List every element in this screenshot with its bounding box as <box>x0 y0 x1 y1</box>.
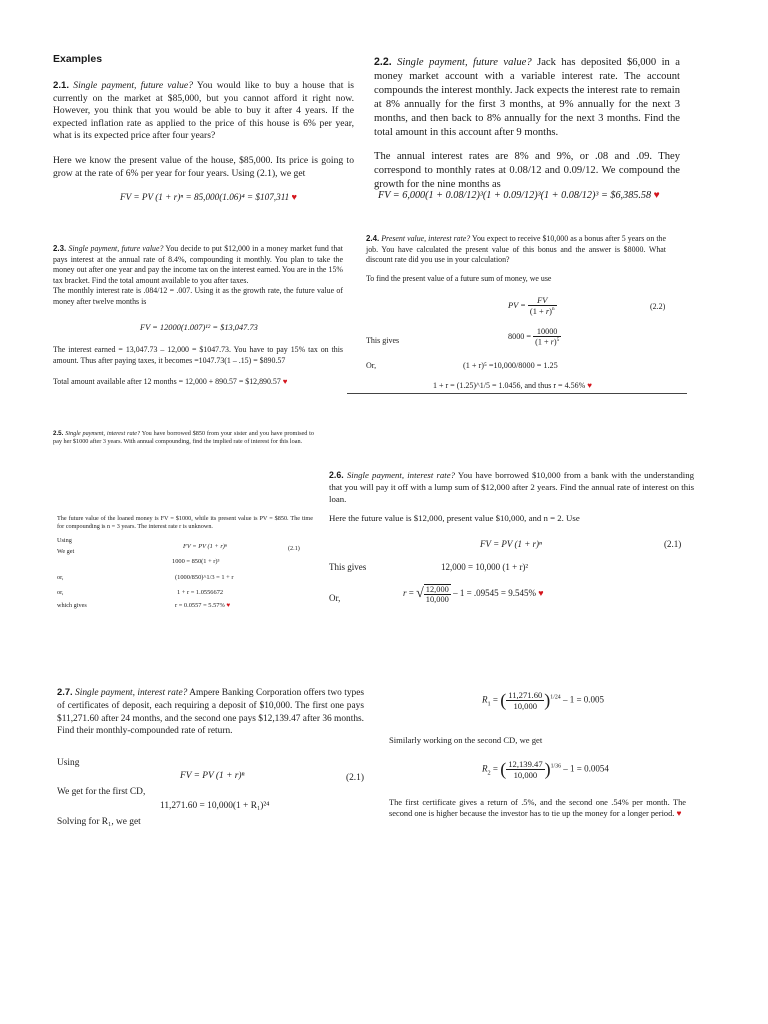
example-2-3 <box>53 244 343 308</box>
example-2-1 <box>53 80 354 180</box>
page-heading: Examples <box>53 53 103 65</box>
example-2-5 <box>53 430 314 446</box>
problem-text: Jack has deposited $6,000 in a money market account with a variable interest rate. The account compounds the interest monthly. Jack expects the interest rate to remain at 8% annually for the first 3 months, at 9% annually for the next 3 months, and then back to 8% annually for the next 3 months. Find the total amount in this account after 9 months. <box>374 57 680 138</box>
example-2-1-equation: FV = PV (1 + r)ⁿ = 85,000(1.06)⁴ = $107,311 ♥ <box>120 192 297 202</box>
example-number: 2.4. <box>366 234 380 243</box>
example-2-4-final: 1 + r = (1.25)^1/5 = 1.0456, and thus r = 4.56% ♥ <box>433 381 592 390</box>
example-2-3-problem <box>53 244 343 286</box>
second-cd-label: Similarly working on the second CD, we get <box>389 735 543 745</box>
equation-number: (2.1) <box>288 545 300 552</box>
example-2-7-problem <box>57 686 364 738</box>
example-title: Present value, interest rate? <box>381 234 471 243</box>
example-2-2-equation: FV = 6,000(1 + 0.08/12)³(1 + 0.09/12)³(1 + 0.08/12)³ = $6,385.58 ♥ <box>378 190 660 201</box>
example-2-3-total: Total amount available after 12 months = 12,000 + 890.57 = $12,890.57 ♥ <box>53 377 288 386</box>
example-number: 2.7. <box>57 686 73 697</box>
example-2-4 <box>366 234 666 284</box>
example-title: Single payment, future value? <box>68 244 164 253</box>
or-label: or, <box>57 574 64 581</box>
example-2-7-r2-equation: $R_2$ = ( $\frac{12,139.47}{10,000}$ )$^{1/36}$ – 1 = 0.0054 <box>482 759 609 780</box>
using-label: Using <box>57 758 80 768</box>
problem-text: You decide to put $12,000 in a money market fund that pays interest at the annual rate of 8.4%, compounding it monthly. You plan to take the money out after one year and pay the income tax on the interest earned. You are in the 15% tax bracket. Find the total amount available to you after taxes. <box>53 244 343 285</box>
problem-text: You expect to receive $10,000 as a bonus after 5 years on the job. You have calculated the present value of this bonus and the answer is $8000. What discount rate did you use in your calculation? <box>366 234 666 265</box>
problem-text: You have borrowed $850 from your sister and you have promised to pay her $1000 after 3 years. With annual compounding, find the implied rate of interest for this loan. <box>53 430 314 446</box>
example-number: 2.3. <box>53 244 67 253</box>
this-gives-label: This gives <box>329 562 367 572</box>
example-title: Single payment, future value? <box>73 80 193 91</box>
example-title: Single payment, interest rate? <box>346 470 456 480</box>
example-2-5-eq3: (1000/850)^1/3 = 1 + r <box>175 574 234 581</box>
example-number: 2.6. <box>329 470 344 480</box>
example-2-4-or-equation: (1 + r)⁵ =10,000/8000 = 1.25 <box>463 361 558 370</box>
heart-icon: ♥ <box>676 809 682 819</box>
example-2-6 <box>329 469 694 525</box>
problem-text: Ampere Banking Corporation offers two types of certificates of deposit, each requiring a deposit of $10,000. The first one pays $11,271.60 after 24 months, and the second one pays $12,139.47 after 36 months. Find their monthly-compounded rate of return. <box>57 688 365 737</box>
example-2-3-equation: FV = 12000(1.007)¹² = $13,047.73 <box>140 323 258 332</box>
example-2-7 <box>57 686 364 738</box>
example-2-6-solution: Here the future value is $12,000, present value $10,000, and n = 2. Use <box>329 513 580 523</box>
example-2-7-main-equation: FV = PV (1 + r)ⁿ <box>180 771 245 781</box>
heart-icon: ♥ <box>587 381 592 390</box>
example-2-4-problem <box>366 234 666 266</box>
example-2-6-result: r = √ $\frac{12,000}{10,000}$ – 1 = .09545 = 9.545% ♥ <box>403 585 544 604</box>
heart-icon: ♥ <box>291 192 297 202</box>
equation-number: (2.1) <box>664 539 682 549</box>
example-2-1-solution: Here we know the present value of the house, $85,000. Its price is going to grow at the rate of 6% per year for four years. Using (2.1), we get <box>53 154 354 179</box>
example-2-5-eq2: 1000 = 850(1 + r)³ <box>172 558 220 565</box>
example-2-6-problem <box>329 469 694 505</box>
section-divider <box>347 393 687 394</box>
example-2-4-pv-formula: PV = $\frac{FV}{(1 + r)^n}$ <box>508 296 555 316</box>
example-number: 2.2. <box>374 56 392 68</box>
example-2-5-solution: The future value of the loaned money is FV = $1000, while its present value is PV = $850. The time for compounding is n = 3 years. The interest rate r is unknown. <box>57 515 313 531</box>
first-cd-label: We get for the first CD, <box>57 787 146 797</box>
example-2-3-interest: The interest earned = 13,047.73 – 12,000 = $1047.73. You have to pay 15% tax on this amount. Thus after paying taxes, it becomes =1047.73(1 – .15) = $890.57 <box>53 345 343 365</box>
or-label: or, <box>57 589 64 596</box>
example-2-2-problem <box>374 55 680 140</box>
example-2-4-gives-equation: 8000 = $\frac{10000}{(1 + r)^5}$ <box>508 327 560 347</box>
heart-icon: ♥ <box>538 588 544 599</box>
example-2-1-problem <box>53 80 354 143</box>
we-get-label: We get <box>57 548 75 555</box>
example-2-5-eq4: 1 + r = 1.0556672 <box>177 589 224 596</box>
heart-icon: ♥ <box>226 602 231 609</box>
heart-icon: ♥ <box>653 190 660 201</box>
example-2-2 <box>374 55 680 192</box>
example-2-6-main-equation: FV = PV (1 + r)ⁿ <box>480 539 542 549</box>
example-2-7-first-equation: 11,271.60 = 10,000(1 + R₁)²⁴ <box>160 801 270 811</box>
example-title: Single payment, future value? <box>397 57 532 68</box>
heart-icon: ♥ <box>282 377 288 386</box>
example-2-6-gives-equation: 12,000 = 10,000 (1 + r)² <box>441 562 529 572</box>
problem-text: You would like to buy a house that is currently on the market at $85,000, but you cannot afford it right now. However, you think that you would be able to buy it after 4 years. If the expected inflation rate as applied to the price of this house is 6% per year, what is its expected price after four years? <box>53 80 354 142</box>
example-title: Single payment, interest rate? <box>75 688 188 698</box>
solving-label: Solving for R₁, we get <box>57 817 141 827</box>
this-gives-label: This gives <box>366 336 400 345</box>
or-label: Or, <box>329 593 341 603</box>
using-label: Using <box>57 537 72 544</box>
example-2-5-problem <box>53 430 314 446</box>
problem-text: You have borrowed $10,000 from a bank with the understanding that you will pay it off with a lump sum of $12,000 after 2 years. Find the annual rate of interest on this loan. <box>329 470 695 504</box>
example-2-2-solution: The annual interest rates are 8% and 9%, or .08 and .09. They correspond to monthly rates at 0.08/12 and 0.09/12. We compound the growth for the nine months as <box>374 151 680 190</box>
or-label: Or, <box>366 361 377 370</box>
example-2-3-monthly-rate: The monthly interest rate is .084/12 = .007. Using it as the growth rate, the future value of money after twelve months is <box>53 286 343 306</box>
example-2-5-eq5: r = 0.0557 = 5.57% ♥ <box>175 602 231 609</box>
example-title: Single payment, interest rate? <box>65 430 141 437</box>
example-2-4-intro: To find the present value of a future sum of money, we use <box>366 273 552 283</box>
example-2-7-r1-equation: $R_1$ = ( $\frac{11,271.60}{10,000}$ )$^{1/24}$ – 1 = 0.005 <box>482 690 605 711</box>
example-number: 2.5. <box>53 430 64 437</box>
which-gives-label: which gives <box>57 602 87 609</box>
equation-number: (2.2) <box>650 302 666 311</box>
equation-number: (2.1) <box>346 773 364 783</box>
example-number: 2.1. <box>53 80 70 91</box>
example-2-7-conclusion: The first certificate gives a return of .5%, and the second one .54% per month. The second one is higher because the investor has to tie up the money for a longer period. ♥ <box>389 798 686 819</box>
example-2-5-eq1: FV = PV (1 + r)ⁿ <box>183 543 227 550</box>
